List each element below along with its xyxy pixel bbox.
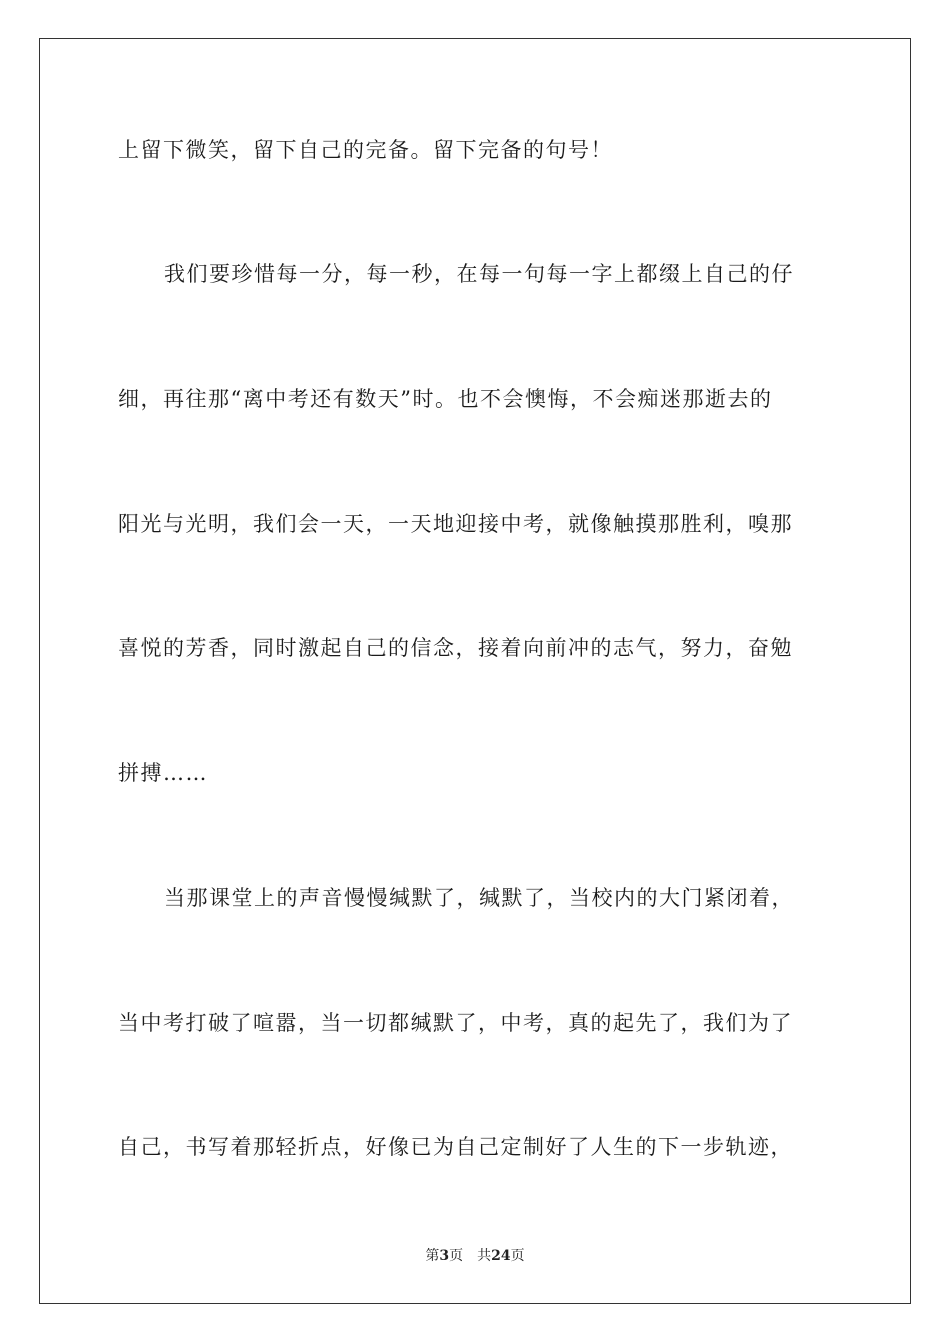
text-line-1: 上留下微笑，留下自己的完备。留下完备的句号！ xyxy=(118,138,613,162)
text-line-9: 自己，书写着那轻折点，好像已为自己定制好了人生的下一步轨迹， xyxy=(118,1135,793,1159)
text-line-4: 阳光与光明，我们会一天，一天地迎接中考，就像触摸那胜利，嗅那 xyxy=(118,512,793,536)
text-line-2: 我们要珍惜每一分，每一秒，在每一句每一字上都缀上自己的仔 xyxy=(164,262,794,286)
page-border xyxy=(39,38,911,1304)
total-pages: 24 xyxy=(491,1248,511,1264)
text-line-7: 当那课堂上的声音慢慢缄默了，缄默了，当校内的大门紧闭着， xyxy=(164,886,794,910)
total-prefix: 共 xyxy=(477,1248,492,1264)
page-suffix: 页 xyxy=(449,1248,464,1264)
page-number: 3 xyxy=(439,1248,450,1264)
text-line-3: 细，再往那“离中考还有数天”时。也不会懊悔，不会痴迷那逝去的 xyxy=(118,387,773,411)
text-line-6: 拼搏…… xyxy=(118,761,208,785)
page-prefix: 第 xyxy=(425,1248,440,1264)
total-suffix: 页 xyxy=(510,1248,525,1264)
text-line-8: 当中考打破了喧嚣，当一切都缄默了，中考，真的起先了，我们为了 xyxy=(118,1011,793,1035)
text-line-5: 喜悦的芳香，同时激起自己的信念，接着向前冲的志气，努力，奋勉 xyxy=(118,636,793,660)
page-footer xyxy=(0,1247,950,1265)
